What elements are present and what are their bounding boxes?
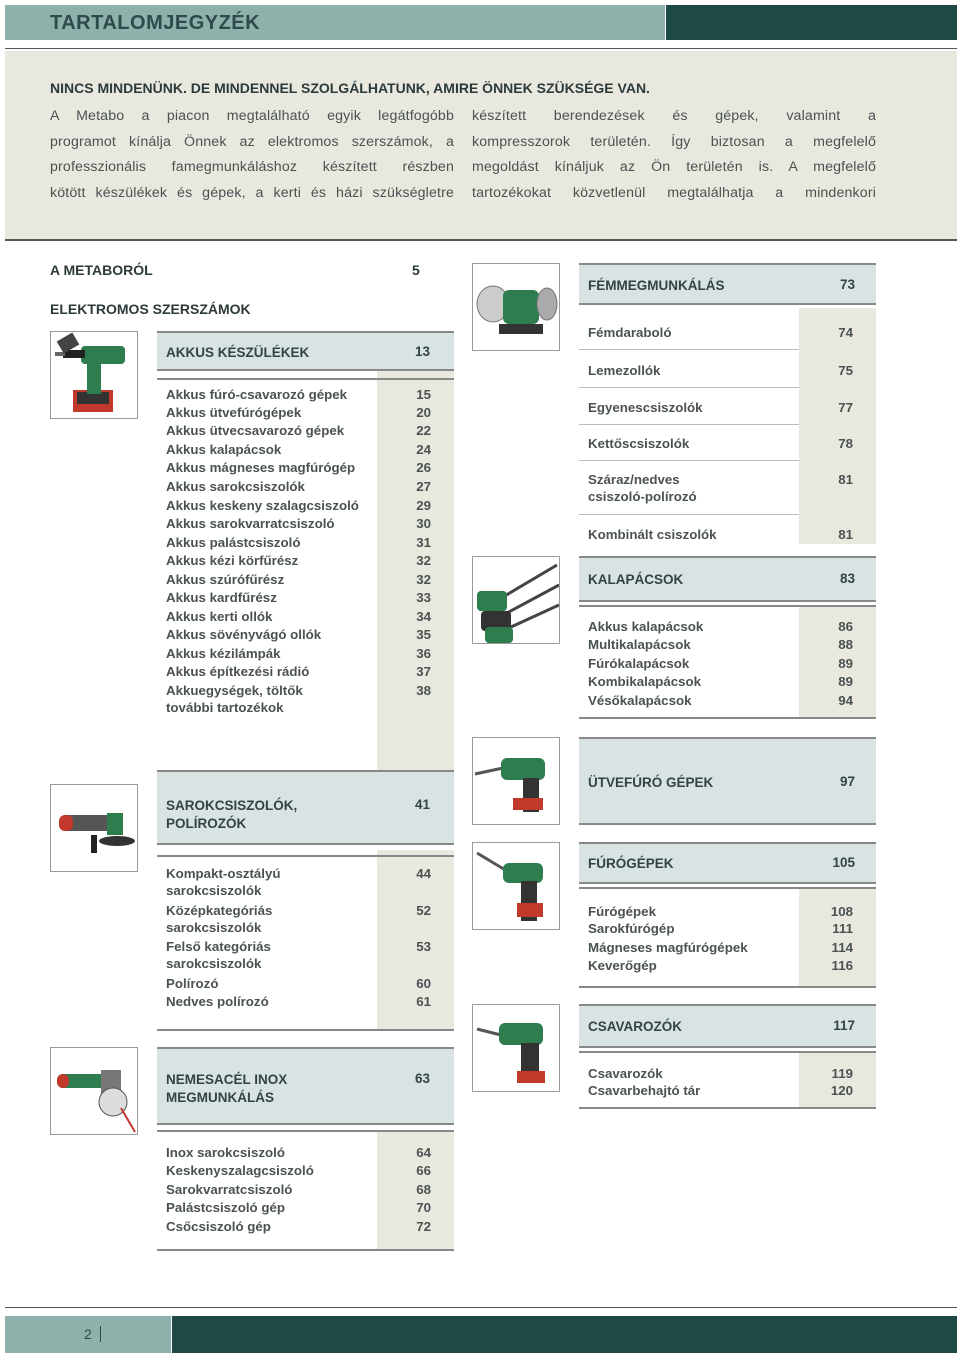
- divider: [579, 605, 876, 607]
- inox-grinder-image: [50, 1047, 138, 1135]
- toc-page-number: 86: [838, 619, 853, 634]
- toc-page-number: 63: [414, 1071, 430, 1086]
- angle-grinder-icon: [51, 785, 138, 872]
- toc-page-number: 89: [838, 656, 853, 671]
- hammer-drill-icon: [473, 557, 560, 644]
- divider: [157, 378, 454, 380]
- toc-page-number: 116: [831, 958, 853, 973]
- toc-page-number: 36: [416, 646, 431, 661]
- toc-item[interactable]: Akkus ütvecsavarozó gépek: [166, 423, 345, 438]
- toc-page-number: 38: [416, 683, 431, 698]
- toc-page-number: 74: [838, 325, 853, 340]
- intro-column-2: [472, 104, 876, 206]
- intro-line: tartozékokat közvetlenül megtalálhatja a mindenkori: [472, 184, 876, 201]
- toc-page-number: 33: [416, 590, 431, 605]
- toc-page-number: 15: [416, 387, 431, 402]
- toc-page-number: 114: [831, 940, 853, 955]
- toc-item[interactable]: Vésőkalapácsok: [588, 693, 692, 708]
- cordless-drill-image: [50, 331, 138, 419]
- toc-item[interactable]: Egyenescsiszolók: [588, 400, 703, 415]
- toc-item[interactable]: Csőcsiszoló gép: [166, 1219, 271, 1234]
- toc-header-label: FÉMMEGMUNKÁLÁS: [588, 278, 725, 293]
- toc-page-number: 20: [416, 405, 431, 420]
- toc-page-number: 34: [416, 609, 431, 624]
- toc-item[interactable]: Polírozó: [166, 976, 219, 991]
- toc-header-furogepek[interactable]: [579, 842, 876, 884]
- toc-page-number: 61: [416, 994, 431, 1009]
- divider: [157, 1249, 454, 1251]
- toc-item[interactable]: Keskenyszalagcsiszoló: [166, 1163, 314, 1178]
- toc-item[interactable]: Palástcsiszoló gép: [166, 1200, 285, 1215]
- toc-item[interactable]: Kombinált csiszolók: [588, 527, 717, 542]
- toc-page-number: 88: [838, 637, 853, 652]
- divider: [579, 1051, 876, 1053]
- page-title: TARTALOMJEGYZÉK: [50, 12, 261, 34]
- toc-item[interactable]: Csavarozók: [588, 1066, 663, 1081]
- divider: [579, 387, 799, 388]
- toc-page-number: 41: [414, 797, 430, 812]
- toc-page-number: 70: [416, 1200, 431, 1215]
- angle-grinder-image: [50, 784, 138, 872]
- toc-item[interactable]: Akkus építkezési rádió: [166, 664, 310, 679]
- toc-item[interactable]: Akkus keskeny szalagcsiszoló: [166, 498, 359, 513]
- toc-item[interactable]: Mágneses magfúrógépek: [588, 940, 748, 955]
- toc-header-label: CSAVAROZÓK: [588, 1019, 682, 1034]
- footer-divider: [5, 1307, 957, 1308]
- toc-page-number: 97: [839, 774, 855, 789]
- page-number-separator: [100, 1326, 101, 1342]
- toc-header-inox[interactable]: [157, 1047, 454, 1125]
- toc-page-number: 73: [839, 277, 855, 292]
- toc-header-label: FÚRÓGÉPEK: [588, 856, 674, 871]
- drill-image: [472, 842, 560, 930]
- toc-page-number: 32: [416, 572, 431, 587]
- toc-header-csavarozok[interactable]: [579, 1004, 876, 1048]
- toc-item[interactable]: Kompakt-osztályú sarokcsiszolók: [166, 866, 281, 898]
- toc-page-number: 81: [838, 527, 853, 542]
- toc-page-number: 119: [831, 1066, 853, 1081]
- toc-page-number: 83: [839, 571, 855, 586]
- toc-page-number: 111: [832, 921, 853, 936]
- toc-header-sarokcsiszolok[interactable]: [157, 770, 454, 845]
- toc-page-number: 26: [416, 460, 431, 475]
- toc-item[interactable]: Csavarbehajtó tár: [588, 1083, 701, 1098]
- toc-page-number: 53: [416, 939, 431, 954]
- intro-line: megoldást kínáljuk az Ön területén is. A megfelelő: [472, 159, 876, 175]
- toc-page-number: 94: [838, 693, 853, 708]
- toc-item[interactable]: Fémdaraboló: [588, 325, 672, 340]
- toc-item[interactable]: Akkus kardfűrész: [166, 590, 277, 605]
- toc-page-number: 108: [830, 904, 853, 919]
- toc-header-femmegmunkalas[interactable]: [579, 263, 876, 305]
- drill-icon: [473, 843, 560, 930]
- toc-item[interactable]: Száraz/nedves csiszoló-polírozó: [588, 472, 697, 504]
- toc-page-number: 30: [416, 516, 431, 531]
- toc-page-number: 5: [412, 262, 420, 278]
- bench-grinder-image: [472, 263, 560, 351]
- toc-header-label: NEMESACÉL INOX: [166, 1072, 288, 1087]
- divider: [579, 460, 799, 461]
- toc-item[interactable]: Lemezollók: [588, 363, 661, 378]
- toc-item[interactable]: Akkuegységek, töltők: [166, 683, 303, 698]
- impact-drill-image: [472, 737, 560, 825]
- toc-item[interactable]: Keverőgép: [588, 958, 657, 973]
- toc-header-label: POLÍROZÓK: [166, 816, 247, 831]
- toc-page-number: 120: [830, 1083, 853, 1098]
- toc-item[interactable]: Akkus sövényvágó ollók: [166, 627, 322, 642]
- divider: [157, 1029, 454, 1031]
- toc-page-number: 78: [838, 436, 853, 451]
- toc-page-number: 68: [416, 1182, 431, 1197]
- toc-page-number: 75: [838, 363, 853, 378]
- toc-page-number: 13: [414, 344, 430, 359]
- header-divider: [5, 48, 957, 49]
- divider: [579, 1107, 876, 1109]
- divider: [579, 514, 799, 515]
- toc-item[interactable]: további tartozékok: [166, 700, 284, 715]
- toc-item[interactable]: Felső kategóriás sarokcsiszolók: [166, 939, 271, 971]
- intro-line: programot kínálja Önnek az elektromos szerszámok, a: [50, 133, 454, 150]
- impact-drill-icon: [473, 738, 560, 825]
- footer-bar-right: [172, 1316, 957, 1353]
- toc-item[interactable]: Sarokfúrógép: [588, 921, 675, 936]
- toc-page-number: 22: [416, 423, 431, 438]
- toc-page-number: 32: [416, 553, 431, 568]
- toc-page-number: 24: [416, 442, 431, 457]
- toc-item[interactable]: Akkus kerti ollók: [166, 609, 273, 624]
- toc-item[interactable]: Akkus szúrófűrész: [166, 572, 285, 587]
- intro-line: készített berendezések és gépek, valamint a: [472, 108, 876, 124]
- inox-grinder-icon: [51, 1048, 138, 1135]
- toc-page-number: 117: [833, 1018, 855, 1033]
- intro-heading: NINCS MINDENÜNK. DE MINDENNEL SZOLGÁLHATUNK, AMIRE ÖNNEK SZÜKSÉGE VAN.: [50, 80, 650, 96]
- toc-item[interactable]: Akkus mágneses magfúrógép: [166, 460, 356, 475]
- toc-entry-metabo[interactable]: A METABORÓL: [50, 262, 153, 278]
- intro-column-1: [50, 104, 454, 206]
- toc-item[interactable]: Akkus sarokvarratcsiszoló: [166, 516, 335, 531]
- section-title-elektromos: ELEKTROMOS SZERSZÁMOK: [50, 301, 251, 317]
- screwdriver-image: [472, 1004, 560, 1092]
- page-number: 2: [84, 1326, 92, 1342]
- intro-line: kompresszorok területén. Így biztosan a megfelelő: [472, 133, 876, 150]
- toc-page-number: 89: [838, 674, 853, 689]
- toc-page-number: 31: [416, 535, 431, 550]
- toc-page-number: 66: [416, 1163, 431, 1178]
- cordless-drill-icon: [51, 332, 138, 419]
- toc-item[interactable]: Fúrókalapácsok: [588, 656, 690, 671]
- toc-header-label: ÜTVEFÚRÓ GÉPEK: [588, 775, 714, 790]
- toc-item[interactable]: Akkus sarokcsiszolók: [166, 479, 305, 494]
- bench-grinder-icon: [473, 264, 560, 351]
- toc-item[interactable]: Nedves polírozó: [166, 994, 269, 1009]
- toc-header-label: SAROKCSISZOLÓK,: [166, 798, 298, 813]
- toc-page-number: 72: [416, 1219, 431, 1234]
- toc-page-number: 35: [416, 627, 431, 642]
- toc-page-number: 81: [838, 472, 853, 487]
- toc-header-label: AKKUS KÉSZÜLÉKEK: [166, 345, 310, 360]
- divider: [157, 1130, 454, 1132]
- toc-header-kalapacsok[interactable]: [579, 556, 876, 602]
- toc-item[interactable]: Sarokvarratcsiszoló: [166, 1182, 293, 1197]
- number-column-bg: [799, 308, 876, 544]
- intro-line: kötött készülékek és gépek, a kerti és házi szükségletre: [50, 184, 454, 201]
- toc-header-label: KALAPÁCSOK: [588, 572, 684, 587]
- intro-line: professzionális famegmunkáláshoz készített részben: [50, 159, 454, 175]
- toc-item[interactable]: Kombikalapácsok: [588, 674, 702, 689]
- toc-item[interactable]: Akkus kézi körfűrész: [166, 553, 299, 568]
- toc-page-number: 44: [416, 866, 431, 881]
- toc-item[interactable]: Középkategóriás sarokcsiszolók: [166, 903, 273, 935]
- toc-item[interactable]: Kettőscsiszolók: [588, 436, 690, 451]
- divider: [579, 717, 876, 719]
- toc-item[interactable]: Akkus kalapácsok: [588, 619, 704, 634]
- header-bar-right: [666, 5, 957, 40]
- toc-header-utvefuro[interactable]: [579, 737, 876, 825]
- divider: [579, 887, 876, 889]
- toc-page-number: 64: [416, 1145, 431, 1160]
- toc-item[interactable]: Akkus ütvefúrógépek: [166, 405, 302, 420]
- toc-header-label: MEGMUNKÁLÁS: [166, 1090, 274, 1105]
- toc-page-number: 60: [416, 976, 431, 991]
- toc-item[interactable]: Akkus fúró-csavarozó gépek: [166, 387, 348, 402]
- divider: [579, 424, 799, 425]
- toc-page-number: 37: [416, 664, 431, 679]
- toc-item[interactable]: Multikalapácsok: [588, 637, 691, 652]
- toc-page-number: 105: [832, 855, 855, 870]
- toc-page-number: 77: [838, 400, 853, 415]
- toc-header-akkus[interactable]: [157, 331, 454, 371]
- divider: [579, 986, 876, 988]
- toc-item[interactable]: Fúrógépek: [588, 904, 656, 919]
- toc-page-number: 29: [416, 498, 431, 513]
- screwdriver-icon: [473, 1005, 560, 1092]
- toc-item[interactable]: Akkus kézilámpák: [166, 646, 281, 661]
- toc-item[interactable]: Inox sarokcsiszoló: [166, 1145, 285, 1160]
- toc-item[interactable]: Akkus palástcsiszoló: [166, 535, 301, 550]
- toc-page-number: 52: [416, 903, 431, 918]
- toc-page-number: 27: [416, 479, 431, 494]
- divider: [579, 349, 799, 350]
- toc-item[interactable]: Akkus kalapácsok: [166, 442, 282, 457]
- intro-line: A Metabo a piacon megtalálható egyik legátfogóbb: [50, 108, 454, 124]
- divider: [157, 855, 454, 857]
- hammer-drills-image: [472, 556, 560, 644]
